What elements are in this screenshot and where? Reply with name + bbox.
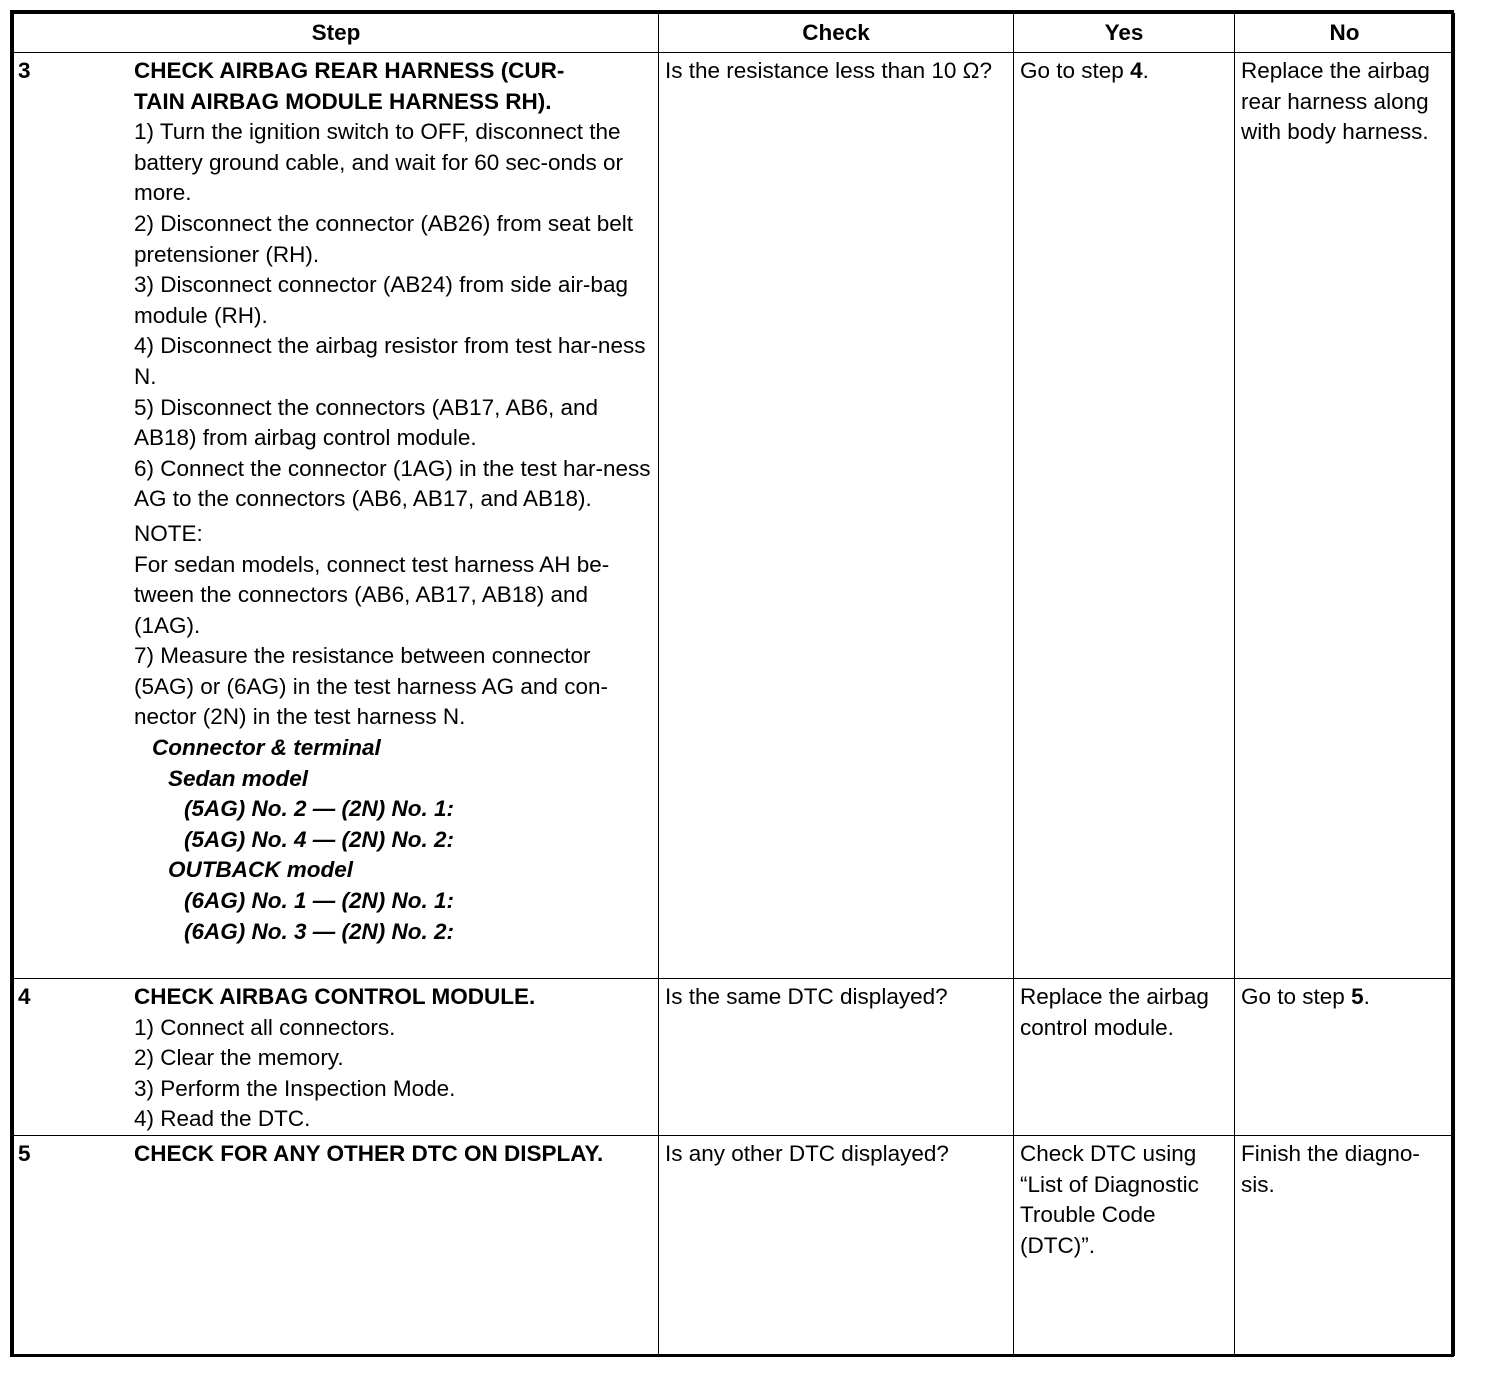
substep-2: 2) Clear the memory. xyxy=(134,1045,344,1071)
yes-cell xyxy=(1014,1136,1235,1356)
substep-7: 7) Measure the resistance between connector (5AG) or (6AG) in the test harness AG and con-nector (2N) in the test harness N. xyxy=(134,643,608,730)
substep-5: 5) Disconnect the connectors (AB17, AB6, and AB18) from airbag control module. xyxy=(134,394,599,451)
check-cell xyxy=(659,1136,1014,1356)
step-cell xyxy=(14,979,659,1136)
yes-cell xyxy=(1014,979,1235,1136)
check-text: Is the resistance less than 10 Ω? xyxy=(665,58,992,83)
yes-text: Check DTC using “List of Diagnostic Trouble Code (DTC)”. xyxy=(1020,1141,1199,1258)
outback-model-label: OUTBACK model xyxy=(168,857,353,883)
header-step: Step xyxy=(14,14,659,53)
check-text: Is any other DTC displayed? xyxy=(665,1141,949,1166)
yes-prefix: Go to step xyxy=(1020,58,1131,83)
substep-4: 4) Read the DTC. xyxy=(134,1106,311,1132)
substep-3: 3) Disconnect connector (AB24) from side air-bag module (RH). xyxy=(134,272,628,328)
step-title-line: TAIN AIRBAG MODULE HARNESS RH). xyxy=(134,88,552,114)
no-text xyxy=(1235,979,1454,1013)
check-text: Is the same DTC displayed? xyxy=(665,984,948,1009)
diagnostic-table-frame xyxy=(10,10,1454,1357)
substep-1: 1) Turn the ignition switch to OFF, disconnect the battery ground cable, and wait for 60 sec-onds or more. xyxy=(134,119,624,206)
substep-4: 4) Disconnect the airbag resistor from test har-ness N. xyxy=(134,333,646,389)
table-row-step-3 xyxy=(14,53,1455,979)
no-cell xyxy=(1235,53,1455,979)
header-no: No xyxy=(1235,14,1455,53)
header-check: Check xyxy=(659,14,1014,53)
no-prefix: Go to step xyxy=(1241,984,1352,1009)
step-title: CHECK FOR ANY OTHER DTC ON DISPLAY. xyxy=(134,1141,604,1166)
diagnostic-procedure-table xyxy=(13,13,1455,1356)
header-yes: Yes xyxy=(1014,14,1235,53)
note-text: For sedan models, connect test harness AH be-tween the connectors (AB6, AB17, AB18) and (1AG). xyxy=(134,551,610,638)
substep-6: 6) Connect the connector (1AG) in the test har-ness AG to the connectors (AB6, AB17, and AB18). xyxy=(134,455,651,512)
step-number: 3 xyxy=(18,58,31,83)
no-step-ref: 5 xyxy=(1351,984,1364,1009)
step-title-line: CHECK AIRBAG REAR HARNESS (CUR- xyxy=(134,58,565,83)
no-cell xyxy=(1235,1136,1455,1356)
no-text: Replace the airbag rear harness along with body harness. xyxy=(1241,58,1430,145)
substep-2: 2) Disconnect the connector (AB26) from seat belt pretensioner (RH). xyxy=(134,210,633,267)
header-row xyxy=(14,14,1455,53)
no-text: Finish the diagno-sis. xyxy=(1241,1141,1420,1197)
step-number: 4 xyxy=(18,984,31,1009)
check-cell xyxy=(659,979,1014,1136)
sedan-model-label: Sedan model xyxy=(168,765,309,791)
yes-text xyxy=(1014,53,1234,87)
substep-1: 1) Connect all connectors. xyxy=(134,1014,396,1040)
table-row-step-5 xyxy=(14,1136,1455,1356)
yes-text: Replace the airbag control module. xyxy=(1020,984,1209,1040)
terminal-pair: (5AG) No. 4 — (2N) No. 2: xyxy=(184,826,455,852)
terminal-pair: (6AG) No. 3 — (2N) No. 2: xyxy=(184,918,455,944)
yes-cell xyxy=(1014,53,1235,979)
check-cell xyxy=(659,53,1014,979)
no-cell xyxy=(1235,979,1455,1136)
yes-step-ref: 4 xyxy=(1130,58,1143,83)
table-row-step-4 xyxy=(14,979,1455,1136)
substep-3: 3) Perform the Inspection Mode. xyxy=(134,1075,456,1101)
note-label: NOTE: xyxy=(134,520,203,546)
step-number: 5 xyxy=(18,1141,31,1166)
yes-suffix: . xyxy=(1142,58,1149,83)
terminal-pair: (6AG) No. 1 — (2N) No. 1: xyxy=(184,888,455,914)
step-title: CHECK AIRBAG CONTROL MODULE. xyxy=(134,984,536,1009)
no-suffix: . xyxy=(1363,984,1370,1009)
step-cell xyxy=(14,53,659,979)
connector-terminal-heading: Connector & terminal xyxy=(152,735,381,761)
terminal-pair: (5AG) No. 2 — (2N) No. 1: xyxy=(184,796,455,822)
step-cell xyxy=(14,1136,659,1356)
